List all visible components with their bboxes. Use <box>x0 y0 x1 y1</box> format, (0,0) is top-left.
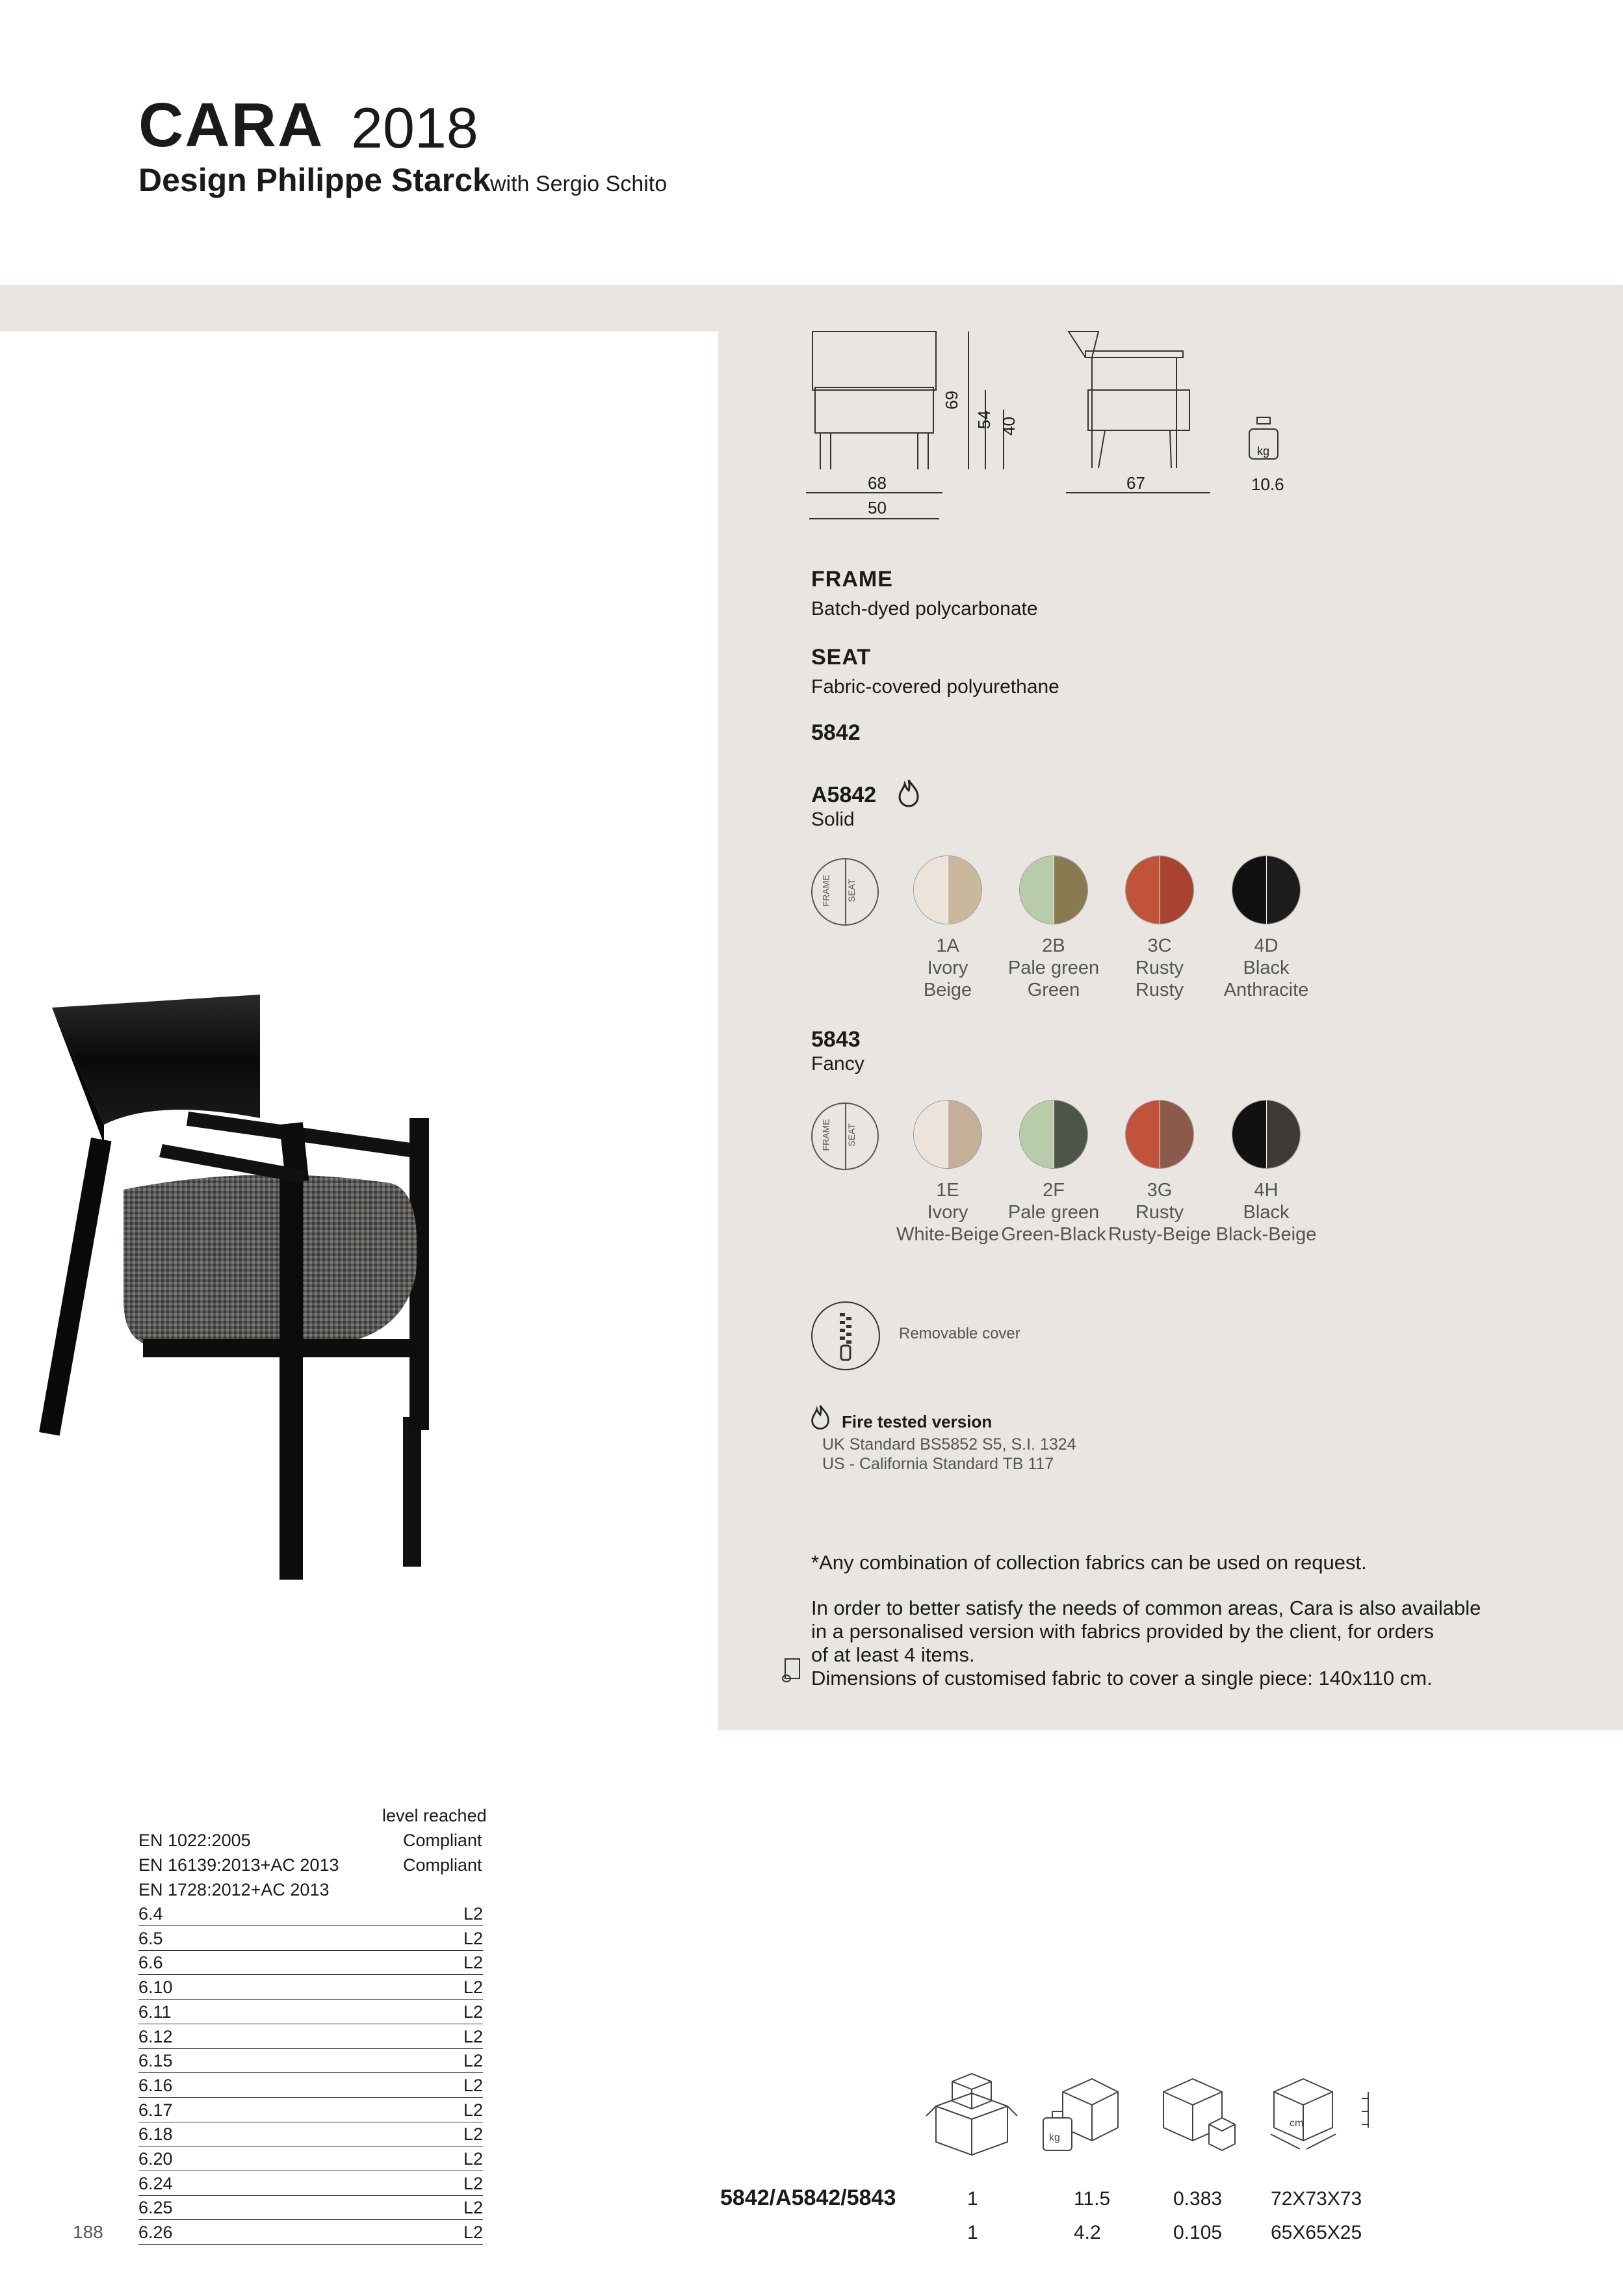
level-header: level reached <box>382 1806 487 1825</box>
solid-code: A5842 <box>811 783 877 807</box>
swatch-code-label: 1E <box>936 1180 959 1201</box>
swatch-2F <box>1019 1100 1088 1169</box>
standard-level: Compliant <box>403 1855 482 1875</box>
key-seat: SEAT <box>846 879 857 902</box>
code-main: 5842 <box>811 720 861 745</box>
standard-row <box>138 2098 483 2122</box>
standard-row <box>138 1951 483 1975</box>
standard-clause: 6.18 <box>138 2124 173 2145</box>
standard-row <box>138 1976 483 2000</box>
standard-row <box>138 2196 483 2220</box>
combination-note: *Any combination of collection fabrics can be used on request. <box>811 1551 1367 1574</box>
swatch-frame-half <box>1126 1101 1160 1169</box>
standard-row <box>138 2122 483 2146</box>
collaborator-credit: with Sergio Schito <box>490 172 668 196</box>
dim-seat-height: 40 <box>998 417 1019 436</box>
fancy-key-circle <box>811 1102 879 1170</box>
swatch-seat-half <box>1160 1101 1194 1169</box>
packaging-weight-icon-unit: kg <box>1049 2132 1060 2143</box>
swatch-frame-label: Pale green <box>1007 958 1100 978</box>
seat-material: Fabric-covered polyurethane <box>811 676 1059 698</box>
swatch-seat-half <box>1054 1101 1088 1169</box>
swatch-frame-half <box>914 856 948 924</box>
packaging-volume: 0.383 <box>1173 2188 1223 2210</box>
standard-level: L2 <box>463 2075 483 2095</box>
frame-material: Batch-dyed polycarbonate <box>811 598 1038 620</box>
swatch-code-label: 3G <box>1147 1180 1173 1201</box>
product-year: 2018 <box>351 96 478 160</box>
frame-heading: FRAME <box>811 567 893 592</box>
fabric-roll-icon <box>780 1656 803 1685</box>
packaging-size-icon-unit: cm <box>1290 2118 1304 2129</box>
packaging-size-icon <box>1264 2072 1381 2157</box>
packaging-volume-icon <box>1157 2072 1241 2157</box>
swatch-code-label: 2F <box>1043 1180 1065 1201</box>
swatch-seat-half <box>1267 1101 1301 1169</box>
packaging-weight: 4.2 <box>1074 2222 1101 2243</box>
dim-width: 68 <box>868 473 887 493</box>
swatch-frame-half <box>1232 1101 1266 1169</box>
swatch-frame-half <box>1126 856 1160 924</box>
swatch-frame-label: Rusty <box>1135 958 1184 978</box>
standard-level: L2 <box>463 2149 483 2169</box>
standard-clause: 6.4 <box>138 1904 163 1924</box>
fire-standard-us: US - California Standard TB 117 <box>822 1455 1054 1473</box>
swatch-code-label: 4D <box>1254 935 1279 956</box>
swatch-frame-label: Pale green <box>1007 1202 1100 1223</box>
swatch-seat-half <box>1054 856 1088 924</box>
swatch-4D <box>1232 855 1301 924</box>
dim-weight: 10.6 <box>1251 475 1284 494</box>
swatch-seat-half <box>948 856 982 924</box>
standard-clause: 6.5 <box>138 1928 163 1948</box>
standard-name: EN 1728:2012+AC 2013 <box>138 1880 330 1899</box>
standard-clause: 6.11 <box>138 2002 172 2022</box>
standard-level: Compliant <box>403 1831 482 1850</box>
seat-heading: SEAT <box>811 645 872 670</box>
key-seat: SEAT <box>846 1123 857 1147</box>
swatch-seat-label: Beige <box>923 980 972 1000</box>
armchair-photo <box>39 975 676 1599</box>
swatch-frame-label: Ivory <box>927 1202 968 1223</box>
standard-clause: 6.6 <box>138 1953 163 1973</box>
key-frame: FRAME <box>820 874 831 907</box>
swatch-frame-label: Black <box>1243 958 1290 978</box>
packaging-size: 72X73X73 <box>1271 2188 1362 2210</box>
swatch-frame-half <box>914 1101 948 1169</box>
packaging-weight: 11.5 <box>1074 2188 1111 2210</box>
dim-arm-height: 54 <box>974 410 994 429</box>
standard-row <box>138 2049 483 2073</box>
swatch-frame-label: Rusty <box>1135 1202 1184 1223</box>
swatch-seat-label: White-Beige <box>896 1224 999 1245</box>
dim-seat-width: 50 <box>868 498 887 517</box>
standard-clause: 6.16 <box>138 2075 173 2095</box>
swatch-seat-half <box>948 1101 982 1169</box>
packaging-size: 65X65X25 <box>1271 2222 1362 2243</box>
solid-key-circle <box>811 858 879 926</box>
swatch-4H <box>1232 1100 1301 1169</box>
packaging-qty-icon <box>923 2067 1020 2158</box>
removable-cover-label: Removable cover <box>899 1325 1020 1342</box>
swatch-frame-half <box>1020 856 1054 924</box>
fire-standard-uk: UK Standard BS5852 S5, S.I. 1324 <box>822 1435 1076 1454</box>
standard-clause: 6.17 <box>138 2100 173 2120</box>
standard-level: L2 <box>463 2026 483 2046</box>
swatch-seat-half <box>1160 856 1194 924</box>
fire-tested-icon <box>897 779 920 807</box>
dim-height: 69 <box>941 391 961 410</box>
standard-level: L2 <box>463 2051 483 2071</box>
weight-icon-unit: kg <box>1257 445 1270 458</box>
custom-note-line3: of at least 4 items. <box>811 1643 975 1666</box>
page-number: 188 <box>73 2222 103 2242</box>
fancy-label: Fancy <box>811 1053 864 1075</box>
custom-note-line2: in a personalised version with fabrics provided by the client, for orders <box>811 1620 1435 1643</box>
standard-level: L2 <box>463 1953 483 1973</box>
standard-level: L2 <box>463 2173 483 2193</box>
standard-row <box>138 2172 483 2196</box>
swatch-code-label: 2B <box>1042 935 1065 956</box>
packaging-qty: 1 <box>967 2222 978 2243</box>
custom-note-line1: In order to better satisfy the needs of common areas, Cara is also available <box>811 1597 1481 1619</box>
designer-credit: Design Philippe Starck <box>138 162 491 198</box>
standard-clause: 6.12 <box>138 2026 173 2046</box>
swatch-code-label: 3C <box>1147 935 1172 956</box>
swatch-2B <box>1019 855 1088 924</box>
packaging-volume: 0.105 <box>1173 2222 1223 2243</box>
standard-level: L2 <box>463 1928 483 1948</box>
standard-level: L2 <box>463 1977 483 1998</box>
custom-note-line4: Dimensions of customised fabric to cover a single piece: 140x110 cm. <box>811 1667 1433 1689</box>
swatch-code-label: 4H <box>1254 1180 1279 1201</box>
packaging-weight-icon <box>1037 2072 1121 2157</box>
fancy-code: 5843 <box>811 1027 861 1052</box>
fire-tested-title: Fire tested version <box>842 1412 993 1431</box>
standard-level: L2 <box>463 1904 483 1924</box>
swatch-code-label: 1A <box>936 935 959 956</box>
swatch-seat-label: Rusty-Beige <box>1108 1224 1211 1245</box>
swatch-frame-half <box>1020 1101 1054 1169</box>
standard-row <box>138 2147 483 2171</box>
standard-level: L2 <box>463 2124 483 2145</box>
swatch-seat-label: Anthracite <box>1223 980 1309 1000</box>
standard-row <box>138 1927 483 1951</box>
swatch-seat-label: Black-Beige <box>1215 1224 1317 1245</box>
standard-row <box>138 2074 483 2098</box>
standard-name: EN 16139:2013+AC 2013 <box>138 1855 339 1875</box>
standard-level: L2 <box>463 2198 483 2218</box>
swatch-seat-half <box>1267 856 1301 924</box>
standard-level: L2 <box>463 2100 483 2120</box>
key-frame: FRAME <box>820 1119 831 1151</box>
standard-clause: 6.26 <box>138 2223 173 2243</box>
standard-name: EN 1022:2005 <box>138 1831 251 1850</box>
solid-label: Solid <box>811 809 855 830</box>
swatch-frame-label: Ivory <box>927 958 968 978</box>
standard-row <box>138 2221 483 2245</box>
weight-icon <box>1247 416 1280 471</box>
swatch-3C <box>1125 855 1194 924</box>
standard-clause: 6.10 <box>138 1977 173 1998</box>
standard-row <box>138 1902 483 1926</box>
swatch-1A <box>913 855 982 924</box>
standard-row <box>138 2025 483 2049</box>
swatch-frame-label: Black <box>1243 1202 1290 1223</box>
standard-level: L2 <box>463 2002 483 2022</box>
standard-level: L2 <box>463 2223 483 2243</box>
standard-row <box>138 2000 483 2024</box>
packaging-qty: 1 <box>967 2188 978 2210</box>
swatch-frame-half <box>1232 856 1266 924</box>
standard-clause: 6.24 <box>138 2173 173 2193</box>
packaging-codes: 5842/A5842/5843 <box>720 2185 896 2210</box>
standard-clause: 6.20 <box>138 2149 173 2169</box>
swatch-seat-label: Green <box>1027 980 1080 1000</box>
swatch-3G <box>1125 1100 1194 1169</box>
flame-icon <box>810 1404 831 1430</box>
dim-depth: 67 <box>1126 473 1145 493</box>
zipper-icon <box>810 1300 881 1372</box>
standard-clause: 6.25 <box>138 2198 173 2218</box>
swatch-seat-label: Green-Black <box>1001 1224 1106 1245</box>
swatch-1E <box>913 1100 982 1169</box>
standard-clause: 6.15 <box>138 2051 173 2071</box>
swatch-seat-label: Rusty <box>1135 980 1184 1000</box>
product-name: CARA <box>138 90 324 160</box>
